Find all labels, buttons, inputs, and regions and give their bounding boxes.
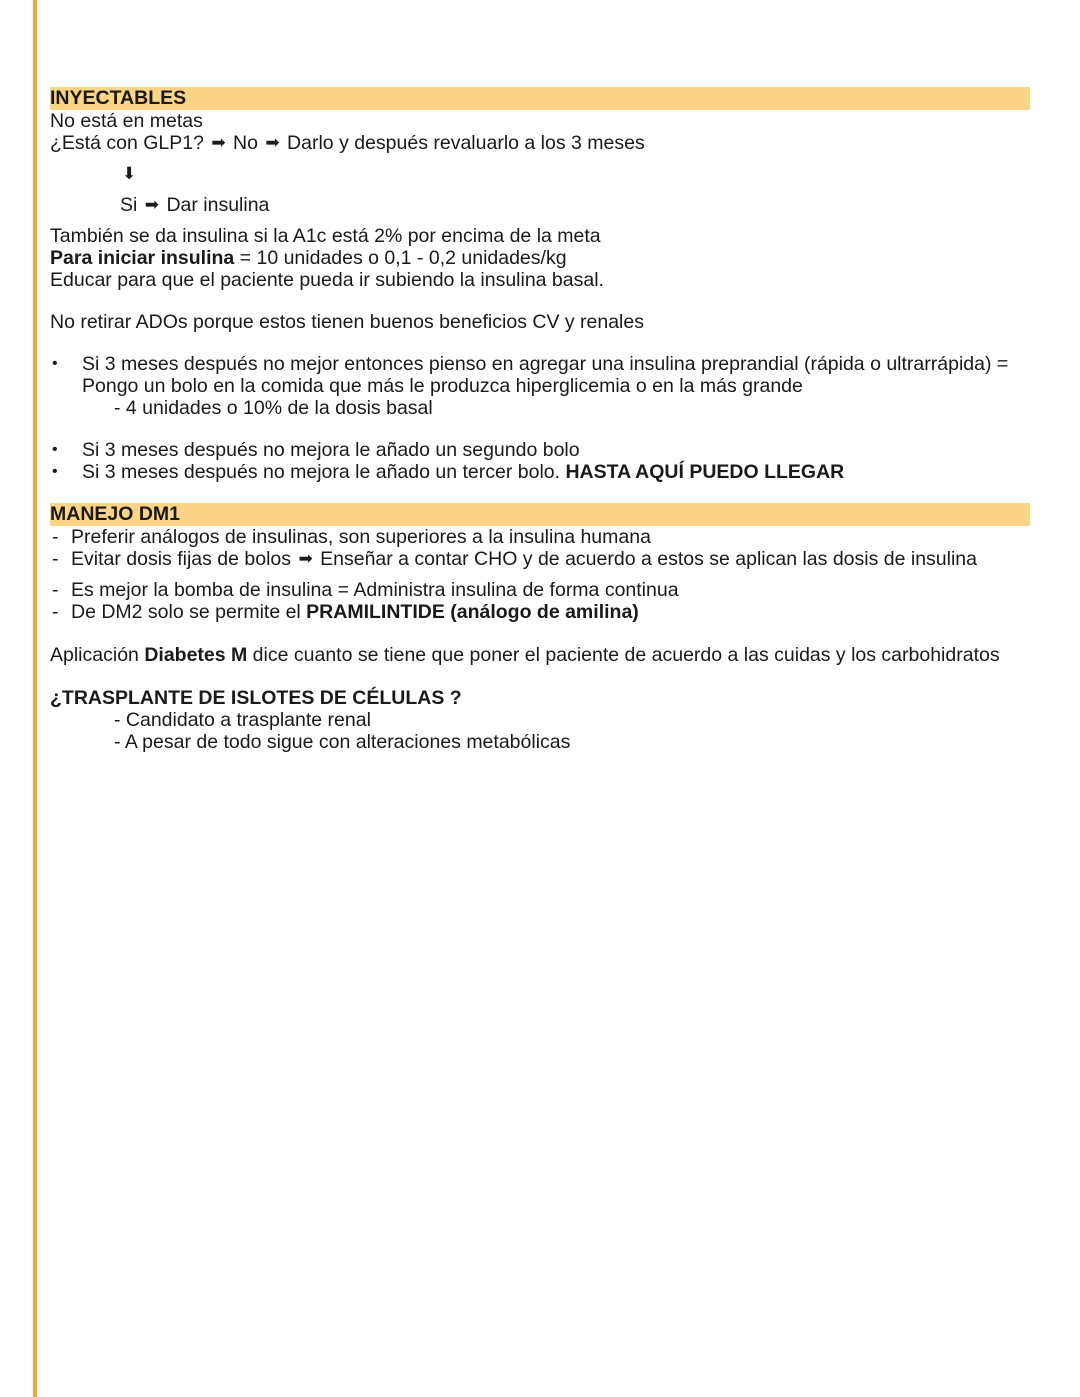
dash-icon: - — [52, 526, 59, 548]
dash-icon: - — [52, 548, 59, 570]
bold-text: Diabetes M — [144, 644, 248, 666]
bullet-item — [50, 439, 1030, 461]
dash-icon: - — [52, 579, 59, 601]
flow-text: Si — [120, 194, 138, 216]
bullet-icon: • — [52, 355, 58, 372]
dash-item — [50, 548, 1030, 570]
bullet-text: Si 3 meses después no mejor entonces pienso en agregar una insulina preprandial (rápida o ultrarrápida) = — [82, 353, 1009, 375]
down-arrow-icon: ⬇ — [122, 164, 137, 183]
dash-item — [50, 601, 1030, 623]
paragraph: No está en metas — [50, 110, 203, 132]
paragraph-text: = 10 unidades o 0,1 - 0,2 unidades/kg — [234, 247, 567, 269]
flow-text: No — [233, 132, 258, 154]
paragraph: Educar para que el paciente pueda ir subiendo la insulina basal. — [50, 269, 604, 291]
si-flow-line — [50, 194, 1030, 216]
heading-text: MANEJO DM1 — [50, 503, 181, 525]
sub-item: - 4 unidades o 10% de la dosis basal — [114, 397, 433, 419]
section-heading-manejo-dm1 — [50, 503, 1030, 526]
heading-text: INYECTABLES — [50, 87, 187, 109]
bold-text: HASTA AQUÍ PUEDO LLEGAR — [565, 461, 845, 483]
section-heading-trasplante: ¿TRASPLANTE DE ISLOTES DE CÉLULAS ? — [50, 687, 462, 709]
paragraph — [50, 644, 1030, 666]
bullet-item — [50, 461, 1030, 483]
dash-icon: - — [52, 601, 59, 623]
right-arrow-icon: ➡ — [298, 549, 313, 568]
dash-text: De DM2 solo se permite el — [71, 601, 307, 623]
flow-text: Dar insulina — [166, 194, 270, 216]
section-heading-inyectables — [50, 87, 1030, 110]
bold-text: PRAMILINTIDE (análogo de amilina) — [306, 601, 639, 623]
bold-text: Para iniciar insulina — [50, 247, 235, 269]
flow-text: ¿Está con GLP1? — [50, 132, 204, 154]
down-arrow-row — [50, 154, 1030, 194]
dash-text: Enseñar a contar CHO y de acuerdo a estos se aplican las dosis de insulina — [320, 548, 977, 570]
right-arrow-icon: ➡ — [144, 195, 160, 214]
paragraph: No retirar ADOs porque estos tienen buenos beneficios CV y renales — [50, 311, 644, 333]
dash-text: Es mejor la bomba de insulina = Administra insulina de forma continua — [71, 579, 679, 601]
flow-text: Darlo y después revaluarlo a los 3 meses — [287, 132, 645, 154]
document-body — [50, 87, 1030, 753]
paragraph: También se da insulina si la A1c está 2% por encima de la meta — [50, 225, 601, 247]
dash-text: Evitar dosis fijas de bolos — [71, 548, 292, 570]
margin-bar — [33, 0, 37, 1397]
paragraph-text: dice cuanto se tiene que poner el paciente de acuerdo a las cuidas y los carbohidratos — [247, 644, 1000, 666]
bullet-item — [50, 353, 1030, 375]
bullet-text: Si 3 meses después no mejora le añado un tercer bolo. — [82, 461, 566, 483]
bullet-icon: • — [52, 441, 58, 458]
dash-text: Preferir análogos de insulinas, son superiores a la insulina humana — [71, 526, 651, 548]
right-arrow-icon: ➡ — [265, 133, 280, 152]
glp1-flow-line — [50, 132, 1030, 154]
bullet-icon: • — [52, 463, 58, 480]
sub-item: - A pesar de todo sigue con alteraciones metabólicas — [114, 731, 571, 753]
paragraph — [50, 247, 1030, 269]
right-arrow-icon: ➡ — [211, 133, 226, 152]
dash-item — [50, 526, 1030, 548]
sub-item: - Candidato a trasplante renal — [114, 709, 371, 731]
bullet-continuation: Pongo un bolo en la comida que más le produzca hiperglicemia o en la más grande — [82, 375, 803, 397]
dash-item — [50, 579, 1030, 601]
paragraph-text: Aplicación — [50, 644, 145, 666]
bullet-text: Si 3 meses después no mejora le añado un segundo bolo — [82, 439, 580, 461]
